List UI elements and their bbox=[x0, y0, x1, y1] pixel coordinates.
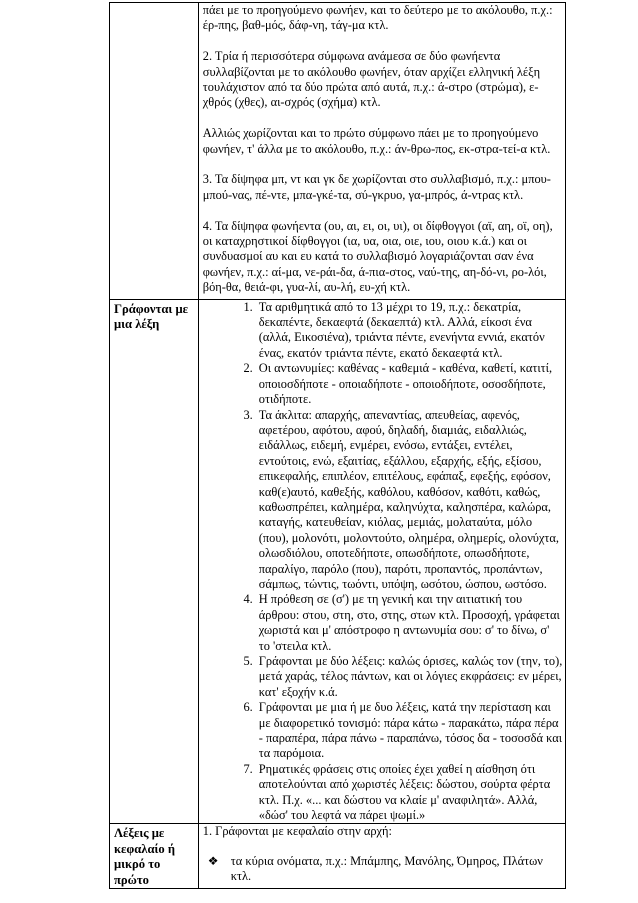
item-text: Η πρόθεση σε (σ') με τη γενική και την αιτιατική του άρθρου: στου, στη, στο, στης, στων κτλ. Προσοχή, γράφεται χωριστά και μ' απόστροφο η αντωνυμία σου: σ' το δίνω, σ' το 'στειλα κτλ. bbox=[258, 592, 560, 653]
row-label-empty bbox=[110, 3, 199, 300]
item-text: Τα αριθμητικά από το 13 μέχρι το 19, π.χ.: δεκατρία, δεκαπέντε, δεκαεφτά (δεκαεπτά) κτλ. Αλλά, είκοσι ένα (αλλά, Εικοσιένα), τριάντα πέντε, ενενήντα εννιά, εκατόν ένας, εκατόν τριάντα πέντε, εκατό δεκαεφτά κτλ. bbox=[258, 299, 545, 360]
item-text: Γράφονται με δύο λέξεις: καλώς όρισες, καλώς τον (την, το), μετά χαράς, τέλος πάντων, και οι λόγιες εκφράσεις: εν μέρει, κατ' εξοχήν κ.ά. bbox=[258, 654, 563, 699]
paragraph: 4. Τα δίψηφα φωνήεντα (ου, αι, ει, οι, υι), οι δίφθογγοι (αϊ, αη, οϊ, οη), οι καταχρηστικοί δίφθογγοι (ια, υα, οια, οιε, ιου, οιου κ.ά.) και οι συνδυασμοί αυ και ευ κατά το συλλαβισμό λογαριάζονται σαν ένα φωνήεν, π.χ.: αί-μα, νε-ράι-δα, ά-πια-στος, ναύ-της, αη-δό-νι, ρο-λόι, βόη-θα, θειά-φι, γυα-λί, αυ-λή, ευ-χή κτλ. bbox=[202, 218, 553, 295]
item-number: 2. bbox=[243, 361, 253, 376]
numbered-list bbox=[203, 300, 563, 824]
intro-text: 1. Γράφονται με κεφαλαίο στην αρχή: bbox=[202, 824, 392, 839]
capitalization-content bbox=[198, 824, 565, 889]
item-text: Τα άκλιτα: απαρχής, απεναντίας, απευθείας, αφενός, αφετέρου, αφότου, αφού, δηλαδή, διαμιάς, ειδαλλιώς, ειδάλλως, ειδεμή, ενμέρει, ενόσω, εντάξει, εντέλει, εντούτοις, ενώ, εξαιτίας, εξάλλου, εξαρχής, εξής, εξίσου, επικεφαλής, επιπλέον, επιτέλους, εφάπαξ, εφεξής, εφόσον, καθ(ε)αυτό, καθεξής, καθόλου, καθόσον, καθότι, καθώς, καθωσπρέπει, καλημέρα, καληνύχτα, καλησπέρα, καλώρα, καταγής, κατευθείαν, κιόλας, μεμιάς, μολαταύτα, μόλο (που), μολονότι, μολοντούτο, ολημέρα, ολημερίς, ολονύχτα, ολωσδιόλου, οποτεδήποτε, οπωσδήποτε, οπωσδήποτε, παραλίγο, παρόλο (που), παρότι, προπαντός, προπάντων, σάμπως, τώντις, τωόντι, υπόψη, ωσότου, ώσπου, ωστόσο. bbox=[258, 407, 560, 591]
item-number: 1. bbox=[243, 299, 253, 314]
table-row bbox=[110, 299, 566, 824]
row-label: Γράφονται με μια λέξη bbox=[110, 299, 199, 824]
bullet-item bbox=[203, 854, 563, 885]
list-item bbox=[203, 361, 563, 407]
item-number: 6. bbox=[243, 700, 253, 715]
table-row bbox=[110, 824, 566, 889]
bullet-text: τα κύρια ονόματα, π.χ.: Μπάμπης, Μανόλης, Όμηρος, Πλάτων κτλ. bbox=[230, 853, 543, 884]
list-item bbox=[203, 762, 563, 824]
list-item bbox=[203, 300, 563, 362]
diamond-bullet-icon: ❖ bbox=[207, 853, 219, 868]
rules-table bbox=[109, 2, 566, 889]
paragraph: 2. Τρία ή περισσότερα σύμφωνα ανάμεσα σε δύο φωνήεντα συλλαβίζονται με το ακόλουθο φωνήεν, όταν αρχίζει ελληνική λέξη τουλάχιστον από τα δύο πρώτα από αυτά, π.χ.: ά-στρο (στρώμα), ε-χθρός (χθες), αι-σχρός (σχήμα) κτλ. bbox=[202, 49, 541, 110]
list-item bbox=[203, 592, 563, 654]
list-item bbox=[203, 700, 563, 762]
list-item bbox=[203, 654, 563, 700]
paragraph: 3. Τα δίψηφα μπ, ντ και γκ δε χωρίζονται στο συλλαβισμό, π.χ.: μπου-μπού-νας, πέ-ντε, μπα-γκέ-τα, σύ-γκρυο, γα-μπρός, ά-ντρας κτλ. bbox=[202, 172, 551, 202]
item-number: 7. bbox=[243, 761, 253, 776]
item-number: 5. bbox=[243, 654, 253, 668]
syllabification-content bbox=[198, 3, 565, 300]
paragraph: πάει με το προηγούμενο φωνήεν, και το δεύτερο με το ακόλουθο, π.χ.: έρ-πης, βαθ-μός, δάφ-νη, τάγ-μα κτλ. bbox=[202, 3, 553, 33]
table-row bbox=[110, 3, 566, 300]
row-label: Λέξεις με κεφαλαίο ή μικρό το πρώτο bbox=[110, 824, 199, 889]
one-word-content bbox=[198, 299, 565, 824]
item-number: 4. bbox=[243, 592, 253, 607]
item-text: Οι αντωνυμίες: καθένας - καθεμιά - καθένα, καθετί, κατιτί, οποιοσδήποτε - οποιαδήποτε - οποιοδήποτε, οσοσδήποτε, οτιδήποτε. bbox=[258, 361, 553, 407]
item-text: Γράφονται με μια ή με δυο λέξεις, κατά την περίσταση και με διαφορετικό τονισμό: πάρα κάτω - παρακάτω, πάρα πέρα - παραπέρα, πάρα πάνω - παραπάνω, τόσος δα - τοσοσδά και τα παρόμοια. bbox=[258, 700, 563, 761]
item-text: Ρηματικές φράσεις στις οποίες έχει χαθεί η αίσθηση ότι αποτελούνται από χωριστές λέξεις: δώστου, σούρτα φέρτα κτλ. Π.χ. «... και δώστου να κλαίε μ' αναφιλητά». Αλλά, «δώσ' του λεφτά να πάρει ψωμί.» bbox=[258, 761, 551, 823]
list-item bbox=[203, 408, 563, 593]
paragraph: Αλλιώς χωρίζονται και το πρώτο σύμφωνο πάει με το προηγούμενο φωνήεν, τ' άλλα με το ακόλουθο, π.χ.: άν-θρω-πος, εκ-στρα-τεί-α κτλ. bbox=[202, 126, 551, 156]
item-number: 3. bbox=[243, 407, 253, 422]
